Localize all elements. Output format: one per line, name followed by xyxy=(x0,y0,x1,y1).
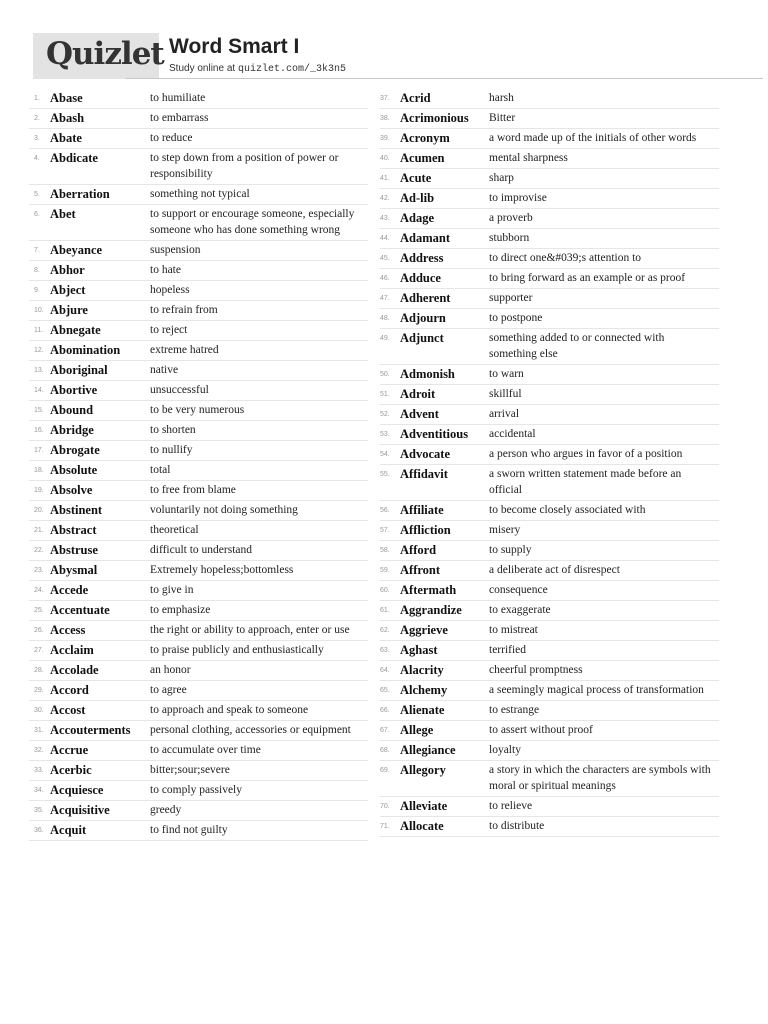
term-definition: mental sharpness xyxy=(489,152,568,164)
term-definition: to become closely associated with xyxy=(489,504,646,516)
term-word: Acronym xyxy=(400,131,450,145)
term-row xyxy=(29,381,368,401)
term-row xyxy=(29,701,368,721)
term-definition: to accumulate over time xyxy=(150,744,261,756)
term-word: Abstinent xyxy=(50,503,103,517)
term-number: 53. xyxy=(380,431,390,438)
term-number: 4. xyxy=(34,155,40,162)
term-number: 49. xyxy=(380,335,390,342)
term-number: 36. xyxy=(34,827,44,834)
term-number: 2. xyxy=(34,115,40,122)
term-definition: accidental xyxy=(489,428,536,440)
term-row xyxy=(29,149,368,185)
term-row xyxy=(29,761,368,781)
term-number: 16. xyxy=(34,427,44,434)
term-number: 68. xyxy=(380,747,390,754)
term-number: 41. xyxy=(380,175,390,182)
term-definition: theoretical xyxy=(150,524,199,536)
term-row xyxy=(29,481,368,501)
term-number: 14. xyxy=(34,387,44,394)
term-definition: to hate xyxy=(150,264,181,276)
term-row xyxy=(380,89,719,109)
term-definition: something added to or connected with something else xyxy=(489,332,665,360)
term-word: Acumen xyxy=(400,151,445,165)
term-definition: to nullify xyxy=(150,444,193,456)
term-word: Acquiesce xyxy=(50,783,104,797)
term-row xyxy=(380,269,719,289)
term-word: Access xyxy=(50,623,86,637)
term-word: Accord xyxy=(50,683,89,697)
term-definition: something not typical xyxy=(150,188,250,200)
term-definition: to refrain from xyxy=(150,304,218,316)
term-definition: to warn xyxy=(489,368,524,380)
term-word: Acerbic xyxy=(50,763,92,777)
term-word: Ad-lib xyxy=(400,191,435,205)
term-definition: to be very numerous xyxy=(150,404,245,416)
term-row xyxy=(29,109,368,129)
term-number: 64. xyxy=(380,667,390,674)
term-number: 18. xyxy=(34,467,44,474)
term-row xyxy=(380,129,719,149)
term-number: 15. xyxy=(34,407,44,414)
term-number: 5. xyxy=(34,191,40,198)
term-number: 12. xyxy=(34,347,44,354)
term-row xyxy=(380,249,719,269)
term-row xyxy=(380,405,719,425)
right-term-column xyxy=(380,89,719,837)
term-number: 21. xyxy=(34,527,44,534)
term-word: Aggrieve xyxy=(400,623,448,637)
term-row xyxy=(380,209,719,229)
term-definition: to humiliate xyxy=(150,92,206,104)
term-number: 54. xyxy=(380,451,390,458)
term-word: Absolute xyxy=(50,463,98,477)
term-definition: to reduce xyxy=(150,132,193,144)
term-number: 35. xyxy=(34,807,44,814)
term-number: 8. xyxy=(34,267,40,274)
term-number: 38. xyxy=(380,115,390,122)
term-word: Abase xyxy=(50,91,83,105)
term-definition: to assert without proof xyxy=(489,724,593,736)
term-word: Acrimonious xyxy=(400,111,469,125)
term-row xyxy=(380,385,719,405)
term-number: 65. xyxy=(380,687,390,694)
term-definition: arrival xyxy=(489,408,520,420)
term-number: 10. xyxy=(34,307,44,314)
term-number: 29. xyxy=(34,687,44,694)
term-definition: to postpone xyxy=(489,312,543,324)
term-definition: to embarrass xyxy=(150,112,209,124)
term-row xyxy=(29,361,368,381)
term-definition: personal clothing, accessories or equipment xyxy=(150,724,351,736)
term-row xyxy=(29,321,368,341)
term-number: 40. xyxy=(380,155,390,162)
term-definition: loyalty xyxy=(489,744,521,756)
term-row xyxy=(380,741,719,761)
term-word: Adjourn xyxy=(400,311,446,325)
term-word: Abound xyxy=(50,403,94,417)
term-number: 20. xyxy=(34,507,44,514)
term-number: 52. xyxy=(380,411,390,418)
term-number: 13. xyxy=(34,367,44,374)
term-row xyxy=(29,341,368,361)
term-row xyxy=(380,641,719,661)
term-word: Aggrandize xyxy=(400,603,462,617)
term-word: Abdicate xyxy=(50,151,98,165)
term-definition: native xyxy=(150,364,179,376)
term-row xyxy=(29,401,368,421)
term-word: Abomination xyxy=(50,343,121,357)
term-definition: to reject xyxy=(150,324,188,336)
term-row xyxy=(380,681,719,701)
term-word: Alchemy xyxy=(400,683,448,697)
term-number: 11. xyxy=(34,327,44,334)
term-word: Acquit xyxy=(50,823,87,837)
term-word: Abnegate xyxy=(50,323,101,337)
document-header xyxy=(33,33,763,79)
term-definition: to direct one&#039;s attention to xyxy=(489,252,642,264)
term-number: 60. xyxy=(380,587,390,594)
term-row xyxy=(29,441,368,461)
term-definition: a seemingly magical process of transformation xyxy=(489,684,704,696)
term-word: Absolve xyxy=(50,483,93,497)
term-definition: to distribute xyxy=(489,820,545,832)
term-word: Admonish xyxy=(400,367,455,381)
term-row xyxy=(380,289,719,309)
term-definition: stubborn xyxy=(489,232,530,244)
term-number: 58. xyxy=(380,547,390,554)
term-definition: to find not guilty xyxy=(150,824,228,836)
term-definition: to shorten xyxy=(150,424,196,436)
term-word: Adduce xyxy=(400,271,441,285)
term-number: 69. xyxy=(380,767,390,774)
term-row xyxy=(29,461,368,481)
term-word: Abstruse xyxy=(50,543,98,557)
term-word: Address xyxy=(400,251,444,265)
term-definition: consequence xyxy=(489,584,548,596)
term-word: Accede xyxy=(50,583,89,597)
term-number: 28. xyxy=(34,667,44,674)
term-row xyxy=(29,205,368,241)
term-definition: suspension xyxy=(150,244,201,256)
term-definition: skillful xyxy=(489,388,522,400)
term-definition: to support or encourage someone, especially someone who has done something wrong xyxy=(150,208,355,236)
term-row xyxy=(380,661,719,681)
term-word: Accentuate xyxy=(50,603,110,617)
term-word: Acclaim xyxy=(50,643,94,657)
term-number: 26. xyxy=(34,627,44,634)
term-number: 50. xyxy=(380,371,390,378)
term-word: Abate xyxy=(50,131,82,145)
term-number: 17. xyxy=(34,447,44,454)
term-row xyxy=(380,601,719,621)
term-row xyxy=(380,721,719,741)
study-url-link[interactable]: quizlet.com/_3k3n5 xyxy=(237,64,346,75)
term-word: Aberration xyxy=(50,187,110,201)
term-number: 1. xyxy=(34,95,40,102)
term-definition: hopeless xyxy=(150,284,190,296)
term-number: 24. xyxy=(34,587,44,594)
term-definition: a deliberate act of disrespect xyxy=(489,564,620,576)
term-word: Abortive xyxy=(50,383,98,397)
quizlet-logo xyxy=(33,33,164,79)
term-number: 23. xyxy=(34,567,44,574)
term-definition: to estrange xyxy=(489,704,540,716)
term-definition: to supply xyxy=(489,544,532,556)
term-number: 7. xyxy=(34,247,40,254)
term-definition: bitter;sour;severe xyxy=(150,764,230,776)
term-word: Abash xyxy=(50,111,85,125)
term-definition: unsuccessful xyxy=(150,384,209,396)
term-word: Abrogate xyxy=(50,443,100,457)
term-word: Adage xyxy=(400,211,435,225)
term-definition: Bitter xyxy=(489,112,516,124)
term-definition: to comply passively xyxy=(150,784,242,796)
term-number: 19. xyxy=(34,487,44,494)
term-row xyxy=(29,621,368,641)
term-word: Accrue xyxy=(50,743,89,757)
term-row xyxy=(380,797,719,817)
term-number: 57. xyxy=(380,527,390,534)
term-number: 44. xyxy=(380,235,390,242)
term-row xyxy=(380,425,719,445)
term-definition: misery xyxy=(489,524,521,536)
term-word: Aftermath xyxy=(400,583,457,597)
term-definition: terrified xyxy=(489,644,527,656)
term-row xyxy=(29,781,368,801)
term-row xyxy=(29,641,368,661)
term-definition: a proverb xyxy=(489,212,533,224)
term-number: 30. xyxy=(34,707,44,714)
term-number: 46. xyxy=(380,275,390,282)
term-word: Abeyance xyxy=(50,243,103,257)
term-definition: total xyxy=(150,464,171,476)
term-definition: to improvise xyxy=(489,192,547,204)
term-number: 51. xyxy=(380,391,390,398)
term-word: Acrid xyxy=(400,91,431,105)
term-number: 32. xyxy=(34,747,44,754)
term-row xyxy=(380,189,719,209)
term-definition: harsh xyxy=(489,92,514,104)
term-row xyxy=(380,817,719,837)
term-row xyxy=(29,801,368,821)
term-word: Acquisitive xyxy=(50,803,110,817)
term-row xyxy=(29,661,368,681)
term-word: Aboriginal xyxy=(50,363,108,377)
term-number: 56. xyxy=(380,507,390,514)
term-row xyxy=(29,301,368,321)
term-word: Abysmal xyxy=(50,563,98,577)
term-row xyxy=(29,721,368,741)
term-word: Allegory xyxy=(400,763,446,777)
term-row xyxy=(29,541,368,561)
term-row xyxy=(380,501,719,521)
term-row xyxy=(380,541,719,561)
term-definition: Extremely hopeless;bottomless xyxy=(150,564,294,576)
term-definition: greedy xyxy=(150,804,182,816)
term-row xyxy=(29,185,368,205)
term-row xyxy=(380,521,719,541)
term-definition: cheerful promptness xyxy=(489,664,583,676)
term-row xyxy=(29,581,368,601)
term-row xyxy=(29,421,368,441)
term-definition: difficult to understand xyxy=(150,544,252,556)
term-definition: to free from blame xyxy=(150,484,236,496)
term-definition: the right or ability to approach, enter or use xyxy=(150,624,350,636)
term-number: 43. xyxy=(380,215,390,222)
term-row xyxy=(29,501,368,521)
term-number: 6. xyxy=(34,211,40,218)
term-number: 71. xyxy=(380,823,390,830)
term-row xyxy=(29,561,368,581)
study-prefix: Study online at xyxy=(169,63,238,74)
term-number: 59. xyxy=(380,567,390,574)
term-definition: supporter xyxy=(489,292,533,304)
term-word: Advent xyxy=(400,407,439,421)
term-row xyxy=(29,89,368,109)
term-row xyxy=(380,309,719,329)
term-word: Abstract xyxy=(50,523,97,537)
term-word: Acute xyxy=(400,171,432,185)
term-row xyxy=(29,741,368,761)
term-row xyxy=(29,129,368,149)
term-number: 48. xyxy=(380,315,390,322)
term-word: Abjure xyxy=(50,303,88,317)
term-word: Advocate xyxy=(400,447,450,461)
term-definition: sharp xyxy=(489,172,514,184)
term-row xyxy=(380,621,719,641)
term-word: Allegiance xyxy=(400,743,456,757)
term-definition: to step down from a position of power or responsibility xyxy=(150,152,339,180)
term-word: Abridge xyxy=(50,423,94,437)
term-definition: to emphasize xyxy=(150,604,211,616)
term-definition: to bring forward as an example or as proof xyxy=(489,272,686,284)
term-row xyxy=(29,241,368,261)
term-row xyxy=(29,281,368,301)
term-row xyxy=(29,821,368,841)
term-number: 3. xyxy=(34,135,40,142)
term-word: Affiliate xyxy=(400,503,444,517)
term-number: 22. xyxy=(34,547,44,554)
term-row xyxy=(29,681,368,701)
term-definition: to approach and speak to someone xyxy=(150,704,309,716)
term-definition: to exaggerate xyxy=(489,604,551,616)
left-term-column xyxy=(29,89,368,841)
term-word: Adroit xyxy=(400,387,436,401)
term-number: 33. xyxy=(34,767,44,774)
term-word: Accost xyxy=(50,703,86,717)
term-word: Affidavit xyxy=(400,467,448,481)
term-row xyxy=(380,581,719,601)
logo-text: Quizlet xyxy=(46,36,164,72)
term-row xyxy=(29,601,368,621)
term-number: 9. xyxy=(34,287,40,294)
term-row xyxy=(380,109,719,129)
term-row xyxy=(380,701,719,721)
term-number: 42. xyxy=(380,195,390,202)
term-definition: to give in xyxy=(150,584,194,596)
term-number: 67. xyxy=(380,727,390,734)
term-row xyxy=(380,229,719,249)
term-word: Alacrity xyxy=(400,663,444,677)
term-row xyxy=(380,329,719,365)
term-definition: a person who argues in favor of a position xyxy=(489,448,683,460)
term-definition: to relieve xyxy=(489,800,533,812)
term-number: 45. xyxy=(380,255,390,262)
term-word: Accouterments xyxy=(50,723,131,737)
page-title: Word Smart I xyxy=(169,35,300,58)
term-definition: an honor xyxy=(150,664,191,676)
study-online-line xyxy=(169,63,346,75)
term-word: Abhor xyxy=(50,263,85,277)
term-word: Alleviate xyxy=(400,799,448,813)
term-word: Allege xyxy=(400,723,434,737)
term-number: 37. xyxy=(380,95,390,102)
term-number: 39. xyxy=(380,135,390,142)
term-number: 47. xyxy=(380,295,390,302)
term-number: 55. xyxy=(380,471,390,478)
term-number: 62. xyxy=(380,627,390,634)
term-word: Allocate xyxy=(400,819,444,833)
term-word: Abet xyxy=(50,207,76,221)
term-row xyxy=(380,761,719,797)
term-row xyxy=(380,149,719,169)
term-number: 63. xyxy=(380,647,390,654)
term-word: Adamant xyxy=(400,231,451,245)
term-word: Affliction xyxy=(400,523,451,537)
term-row xyxy=(380,465,719,501)
term-definition: a word made up of the initials of other words xyxy=(489,132,697,144)
term-definition: to agree xyxy=(150,684,187,696)
term-row xyxy=(29,261,368,281)
term-definition: to mistreat xyxy=(489,624,538,636)
term-definition: a story in which the characters are symbols with moral or spiritual meanings xyxy=(489,764,711,792)
term-word: Adherent xyxy=(400,291,451,305)
term-number: 34. xyxy=(34,787,44,794)
term-number: 27. xyxy=(34,647,44,654)
term-definition: extreme hatred xyxy=(150,344,219,356)
header-divider xyxy=(126,78,763,79)
term-row xyxy=(29,521,368,541)
term-word: Aghast xyxy=(400,643,438,657)
term-number: 70. xyxy=(380,803,390,810)
term-word: Affront xyxy=(400,563,441,577)
term-definition: to praise publicly and enthusiastically xyxy=(150,644,324,656)
term-number: 25. xyxy=(34,607,44,614)
term-word: Adjunct xyxy=(400,331,444,345)
term-word: Abject xyxy=(50,283,86,297)
term-number: 61. xyxy=(380,607,390,614)
term-number: 66. xyxy=(380,707,390,714)
term-row xyxy=(380,365,719,385)
term-row xyxy=(380,445,719,465)
term-definition: voluntarily not doing something xyxy=(150,504,298,516)
term-word: Afford xyxy=(400,543,437,557)
term-row xyxy=(380,169,719,189)
term-word: Adventitious xyxy=(400,427,469,441)
term-word: Alienate xyxy=(400,703,445,717)
term-word: Accolade xyxy=(50,663,99,677)
term-number: 31. xyxy=(34,727,44,734)
term-row xyxy=(380,561,719,581)
term-definition: a sworn written statement made before an official xyxy=(489,468,682,496)
